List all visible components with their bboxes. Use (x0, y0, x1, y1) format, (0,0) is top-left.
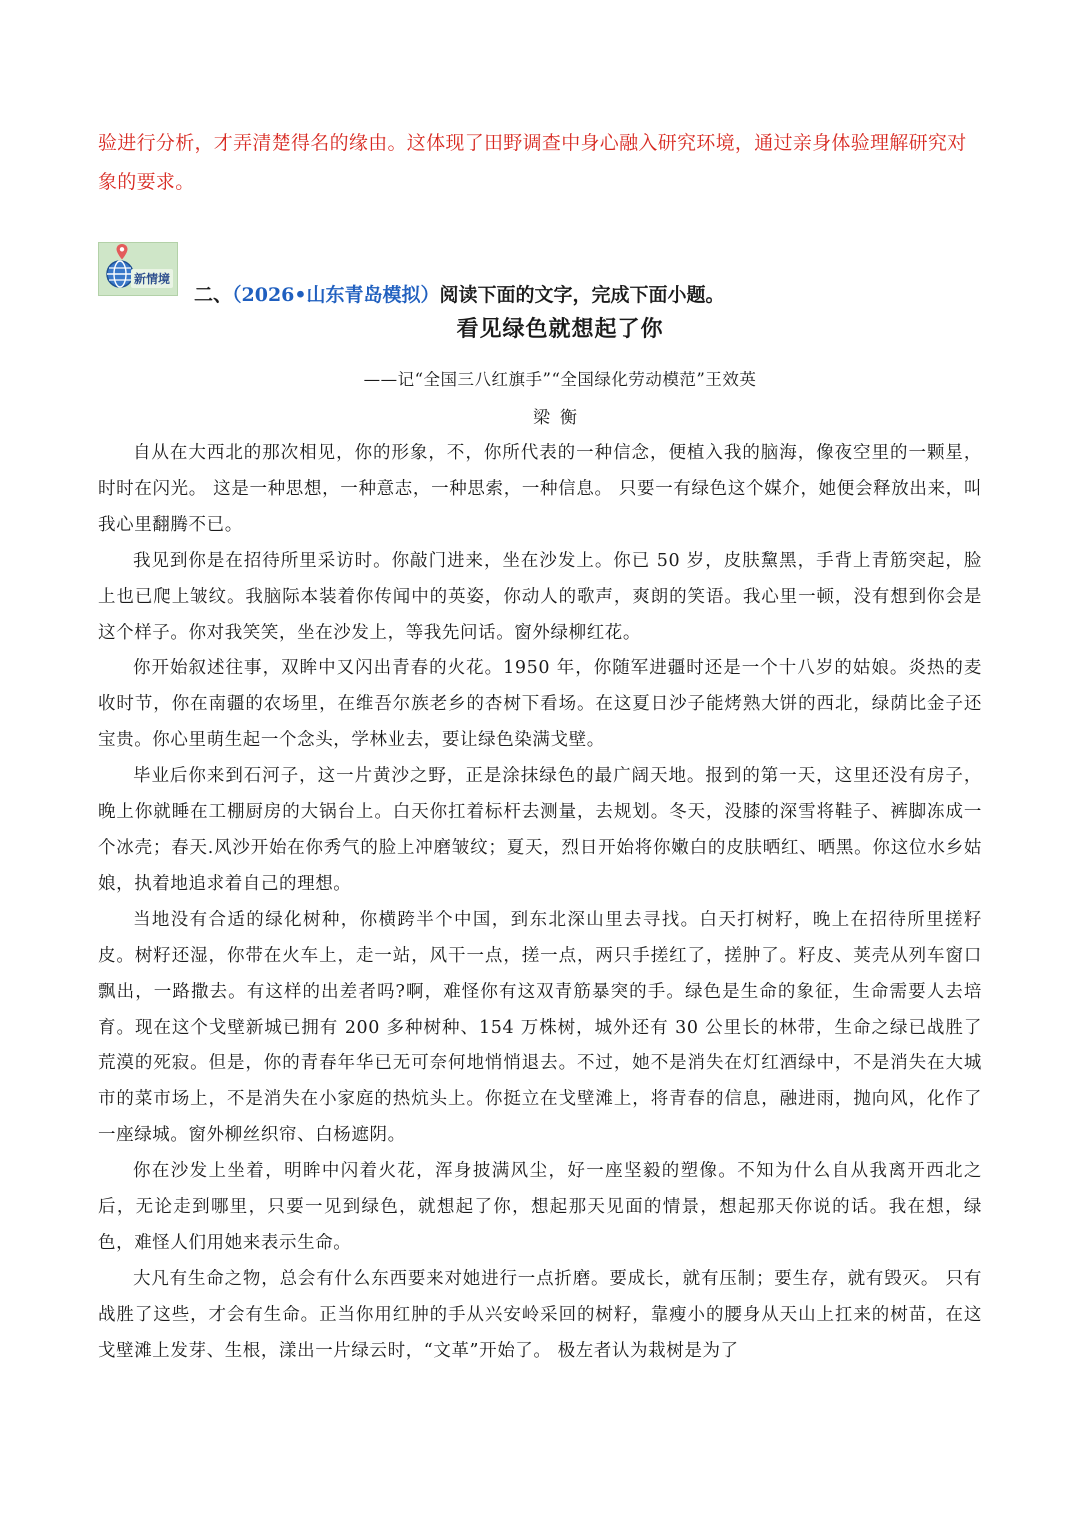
answer-text-block (98, 124, 982, 202)
article-paragraph-5: 当地没有合适的绿化树种，你横跨半个中国，到东北深山里去寻找。白天打树籽，晚上在招待所里搓籽皮。树籽还湿，你带在火车上，走一站，风干一点，搓一点，两只手搓红了，搓肿了。籽皮、荚壳从列车窗口飘出，一路撒去。有这样的出差者吗?啊，难怪你有这双青筋暴突的手。绿色是生命的象征，生命需要人去培育。现在这个戈壁新城已拥有 200 多种树种、154 万株树，城外还有 30 公里长的林带，生命之绿已战胜了荒漠的死寂。但是，你的青春年华已无可奈何地悄悄退去。不过，她不是消失在灯红酒绿中，不是消失在大城市的菜市场上，不是消失在小家庭的热炕头上。你挺立在戈壁滩上，将青春的信息，融进雨，抛向风，化作了一座绿城。窗外柳丝织帘、白杨遮阴。 (98, 909, 982, 1146)
new-context-badge (98, 242, 178, 296)
badge-label: 新情境 (131, 269, 173, 288)
article-paragraph-4: 毕业后你来到石河子，这一片黄沙之野，正是涂抹绿色的最广阔天地。报到的第一天，这里还没有房子，晚上你就睡在工棚厨房的大锅台上。白天你扛着标杆去测量，去规划。冬天，没膝的深雪将鞋子、裤脚冻成一个冰壳；春天.风沙开始在你秀气的脸上冲磨皱纹；夏天，烈日开始将你嫩白的皮肤晒红、晒黑。你这位水乡姑娘，执着地追求着自己的理想。 (98, 766, 982, 894)
article-author: 梁衡 (533, 408, 587, 428)
article-subtitle: ——记“全国三八红旗手”“全国绿化劳动模范”王效英 (363, 370, 757, 389)
article-paragraph-7: 大凡有生命之物，总会有什么东西要来对她进行一点折磨。要成长，就有压制；要生存，就有毁灭。 只有战胜了这些，才会有生命。正当你用红肿的手从兴安岭采回的树籽，靠瘦小的腰身从天山上扛来的树苗，在这戈壁滩上发芽、生根，漾出一片绿云时，“文革”开始了。 极左者认为栽树是为了 (98, 1268, 982, 1361)
article-title: 看见绿色就想起了你 (456, 317, 664, 342)
article-paragraph-6: 你在沙发上坐着，明眸中闪着火花，浑身披满风尘，好一座坚毅的塑像。不知为什么自从我离开西北之后，无论走到哪里，只要一见到绿色，就想起了你，想起那天见面的情景，想起那天你说的话。我在想，绿色，难怪人们用她来表示生命。 (98, 1161, 982, 1253)
article-paragraph-1: 自从在大西北的那次相见，你的形象，不，你所代表的一种信念，便植入我的脑海，像夜空里的一颗星，时时在闪光。 这是一种思想，一种意志，一种思索，一种信息。 只要一有绿色这个媒介，她便会释放出来，叫我心里翻腾不已。 (98, 443, 982, 535)
question-instruction: 阅读下面的文字，完成下面小题。 (439, 284, 725, 306)
answer-paragraph: 验进行分析，才弄清楚得名的缘由。这体现了田野调查中身心融入研究环境，通过亲身体验理解研究对象的要求。 (98, 132, 967, 193)
article-paragraph-2: 我见到你是在招待所里采访时。你敲门进来，坐在沙发上。你已 50 岁，皮肤黧黑，手背上青筋突起，脸上也已爬上皱纹。我脑际本装着你传闻中的英姿，你动人的歌声，爽朗的笑语。我心里一顿，没有想到你会是这个样子。你对我笑笑，坐在沙发上，等我先问话。窗外绿柳红花。 (98, 550, 982, 643)
question-source: （2026•山东青岛模拟） (232, 284, 440, 306)
article-paragraph-3: 你开始叙述往事，双眸中又闪出青春的火花。1950 年，你随军进疆时还是一个十八岁的姑娘。炎热的麦收时节，你在南疆的农场里，在维吾尔族老乡的杏树下看场。在这夏日沙子能烤熟大饼的西北，绿荫比金子还宝贵。你心里萌生起一个念头，学林业去，要让绿色染满戈壁。 (98, 658, 982, 751)
question-instruction-line (194, 280, 725, 307)
question-number: 二、 (194, 284, 233, 306)
question-header (98, 242, 988, 306)
article-body (98, 436, 982, 1370)
